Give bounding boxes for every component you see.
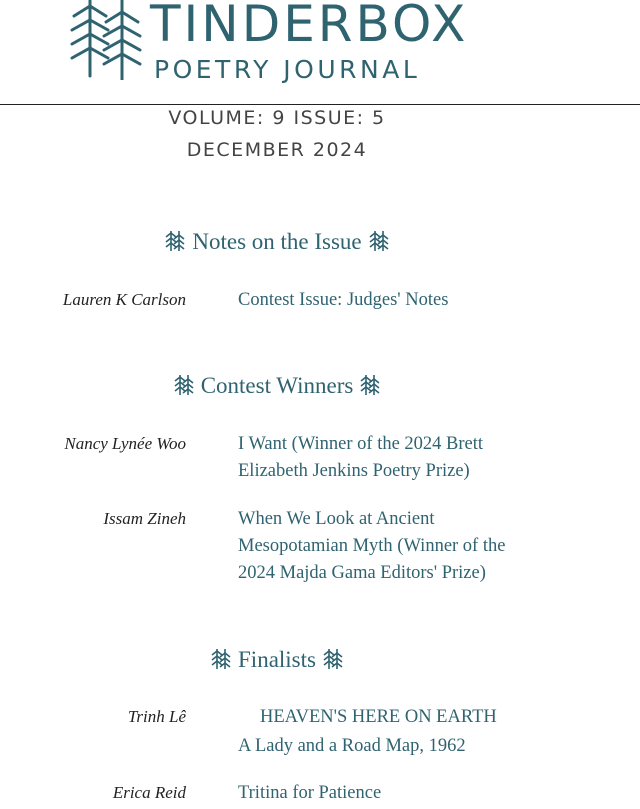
section-title: Contest Winners	[200, 373, 354, 398]
work-link[interactable]: Tritina for Patience	[238, 783, 382, 803]
author-name: Issam Zineh	[103, 509, 186, 528]
section-heading-notes	[0, 227, 554, 257]
pine-trees-icon	[164, 230, 186, 252]
section-title: Notes on the Issue	[192, 229, 362, 254]
pine-trees-icon	[322, 648, 344, 670]
section-heading-finalists	[0, 645, 554, 675]
author-name: Lauren K Carlson	[62, 290, 186, 309]
work-entry	[238, 704, 538, 760]
pine-trees-icon	[368, 230, 390, 252]
work-link[interactable]: A Lady and a Road Map, 1962	[238, 736, 466, 756]
author-name: Trinh Lê	[127, 707, 186, 726]
work-link[interactable]: Contest Issue: Judges' Notes	[238, 290, 449, 310]
pine-trees-icon	[210, 648, 232, 670]
author-name: Nancy Lynée Woo	[64, 434, 186, 453]
issue-volume: VOLUME: 9 ISSUE: 5	[168, 107, 386, 129]
work-link[interactable]: When We Look at Ancient Mesopotamian Myth (Winner of the 2024 Majda Gama Editors' Prize)	[238, 509, 506, 583]
pine-trees-icon	[173, 374, 195, 396]
author-name: Erica Reid	[112, 783, 186, 802]
masthead	[0, 0, 640, 105]
work-link[interactable]: HEAVEN'S HERE ON EARTH	[260, 707, 497, 727]
pine-trees-icon[interactable]	[68, 0, 144, 80]
work-link[interactable]: I Want (Winner of the 2024 Brett Elizabeth Jenkins Poetry Prize)	[238, 434, 484, 481]
issue-date: DECEMBER 2024	[186, 139, 368, 161]
section-title: Finalists	[238, 647, 316, 672]
journal-title[interactable]: TINDERBOX	[150, 0, 469, 53]
section-heading-winners	[0, 371, 554, 401]
journal-subtitle[interactable]: POETRY JOURNAL	[154, 55, 421, 84]
pine-trees-icon	[359, 374, 381, 396]
